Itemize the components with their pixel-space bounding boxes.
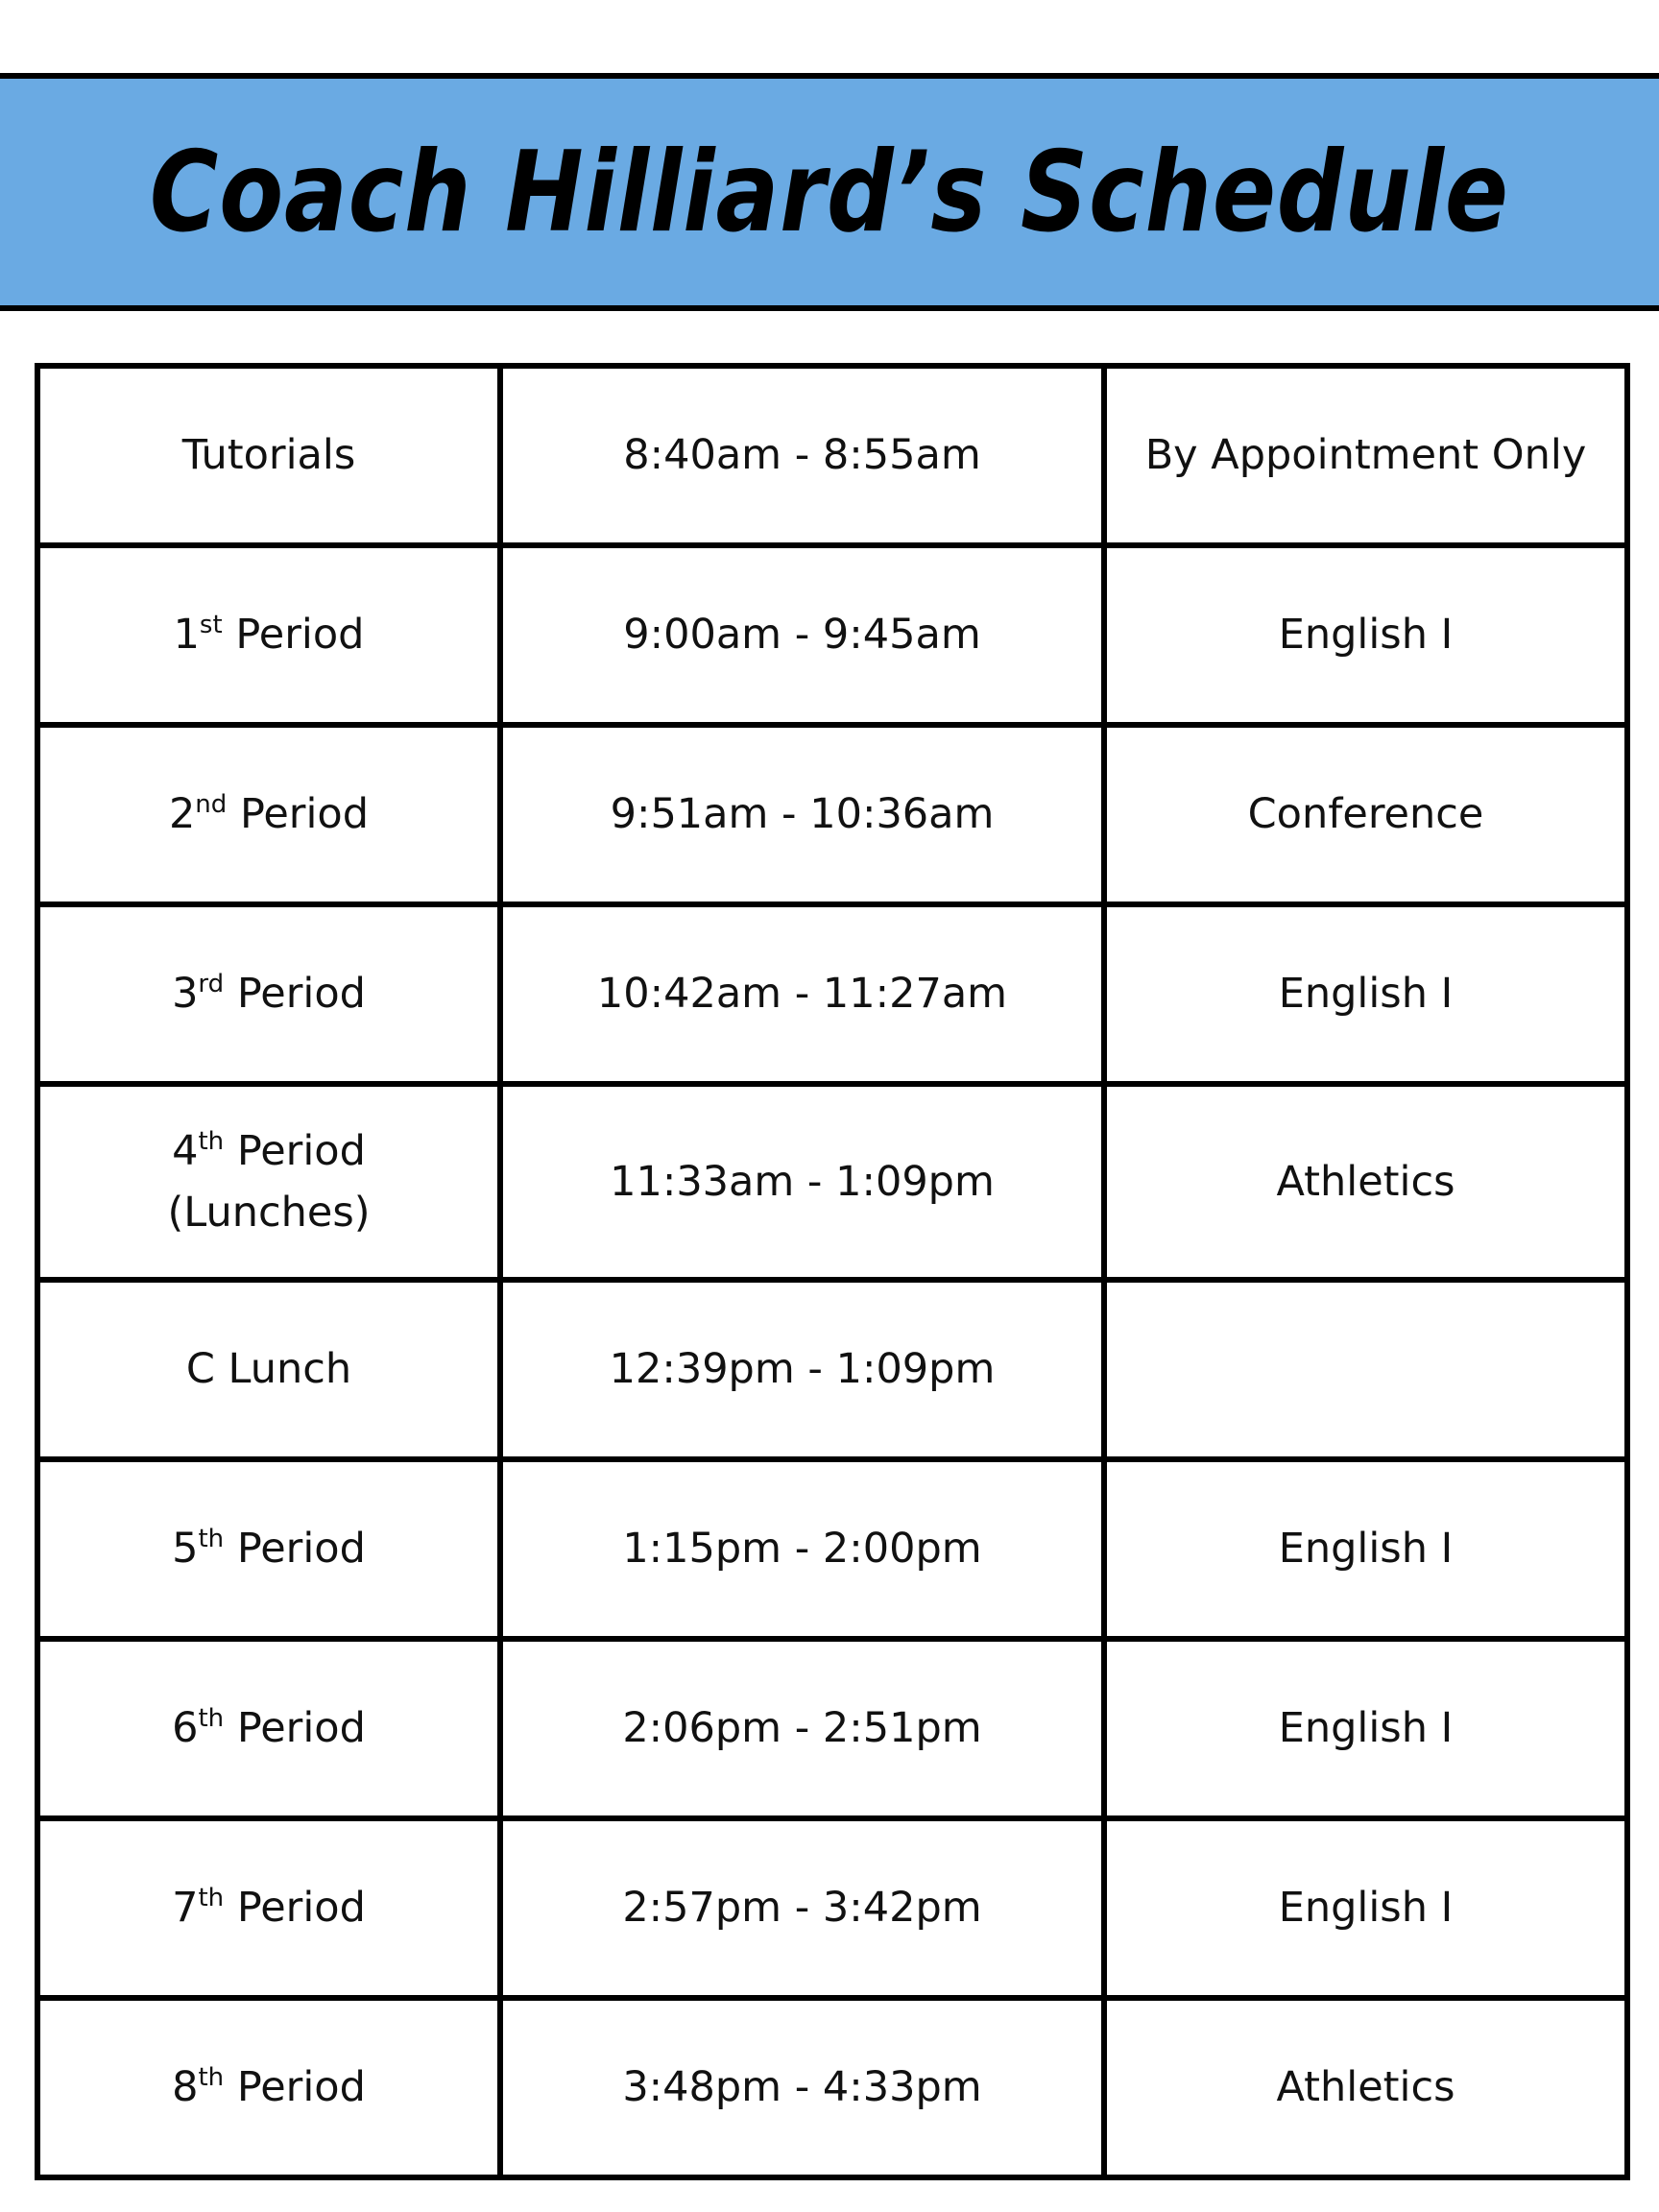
period-number: 6 [172, 1704, 199, 1753]
period-cell [37, 1818, 500, 1998]
time-cell: 3:48pm - 4:33pm [500, 1998, 1104, 2177]
period-cell [37, 1998, 500, 2177]
time-cell: 2:06pm - 2:51pm [500, 1639, 1104, 1818]
activity-cell: By Appointment Only [1104, 366, 1627, 545]
time-cell: 11:33am - 1:09pm [500, 1084, 1104, 1280]
period-word: Period [235, 611, 365, 660]
activity-cell: English I [1104, 545, 1627, 725]
ordinal-suffix: th [198, 1704, 225, 1734]
period-number: 4 [172, 1126, 199, 1175]
table-row-period-3 [37, 904, 1627, 1084]
table-row-c-lunch [37, 1280, 1627, 1459]
time-cell: 1:15pm - 2:00pm [500, 1459, 1104, 1639]
time-cell: 9:51am - 10:36am [500, 725, 1104, 904]
period-word: Period [236, 1884, 366, 1933]
period-number: 8 [172, 2063, 199, 2112]
period-cell [37, 904, 500, 1084]
activity-cell: English I [1104, 904, 1627, 1084]
period-number: 5 [172, 1525, 199, 1574]
activity-cell: English I [1104, 1818, 1627, 1998]
table-row-period-7 [37, 1818, 1627, 1998]
period-cell [37, 1639, 500, 1818]
period-cell [37, 725, 500, 904]
period-word: Period [236, 2063, 366, 2112]
period-word: Period [236, 970, 366, 1019]
table-row-period-8 [37, 1998, 1627, 2177]
table-row-period-6 [37, 1639, 1627, 1818]
table-row-period-2 [37, 725, 1627, 904]
page-title: Coach Hilliard’s Schedule [150, 127, 1509, 257]
schedule-table [35, 363, 1630, 2180]
period-cell: Tutorials [37, 366, 500, 545]
ordinal-suffix: th [198, 2063, 225, 2093]
period-word: Period [236, 1525, 366, 1574]
ordinal-suffix: rd [198, 970, 225, 999]
ordinal-suffix: th [198, 1525, 225, 1554]
ordinal-suffix: th [198, 1884, 225, 1913]
period-cell [37, 1084, 500, 1280]
table-row-period-5 [37, 1459, 1627, 1639]
activity-cell: English I [1104, 1639, 1627, 1818]
period-note: (Lunches) [167, 1189, 371, 1237]
table-row-period-1 [37, 545, 1627, 725]
activity-cell: Athletics [1104, 1084, 1627, 1280]
ordinal-suffix: nd [195, 790, 228, 820]
period-number: 2 [168, 790, 196, 839]
period-cell [37, 545, 500, 725]
time-cell: 12:39pm - 1:09pm [500, 1280, 1104, 1459]
activity-cell: Conference [1104, 725, 1627, 904]
period-cell: C Lunch [37, 1280, 500, 1459]
ordinal-suffix: st [199, 611, 223, 640]
period-word: Period [236, 1704, 366, 1753]
title-banner [0, 73, 1659, 311]
period-number: 1 [173, 611, 200, 660]
time-cell: 10:42am - 11:27am [500, 904, 1104, 1084]
period-word: Period [236, 1126, 366, 1175]
activity-cell [1104, 1280, 1627, 1459]
activity-cell: English I [1104, 1459, 1627, 1639]
time-cell: 9:00am - 9:45am [500, 545, 1104, 725]
activity-cell: Athletics [1104, 1998, 1627, 2177]
time-cell: 2:57pm - 3:42pm [500, 1818, 1104, 1998]
table-row-tutorials [37, 366, 1627, 545]
time-cell: 8:40am - 8:55am [500, 366, 1104, 545]
period-number: 7 [172, 1884, 199, 1933]
period-word: Period [239, 790, 370, 839]
period-number: 3 [172, 970, 199, 1019]
ordinal-suffix: th [198, 1126, 225, 1156]
table-row-period-4 [37, 1084, 1627, 1280]
period-cell [37, 1459, 500, 1639]
